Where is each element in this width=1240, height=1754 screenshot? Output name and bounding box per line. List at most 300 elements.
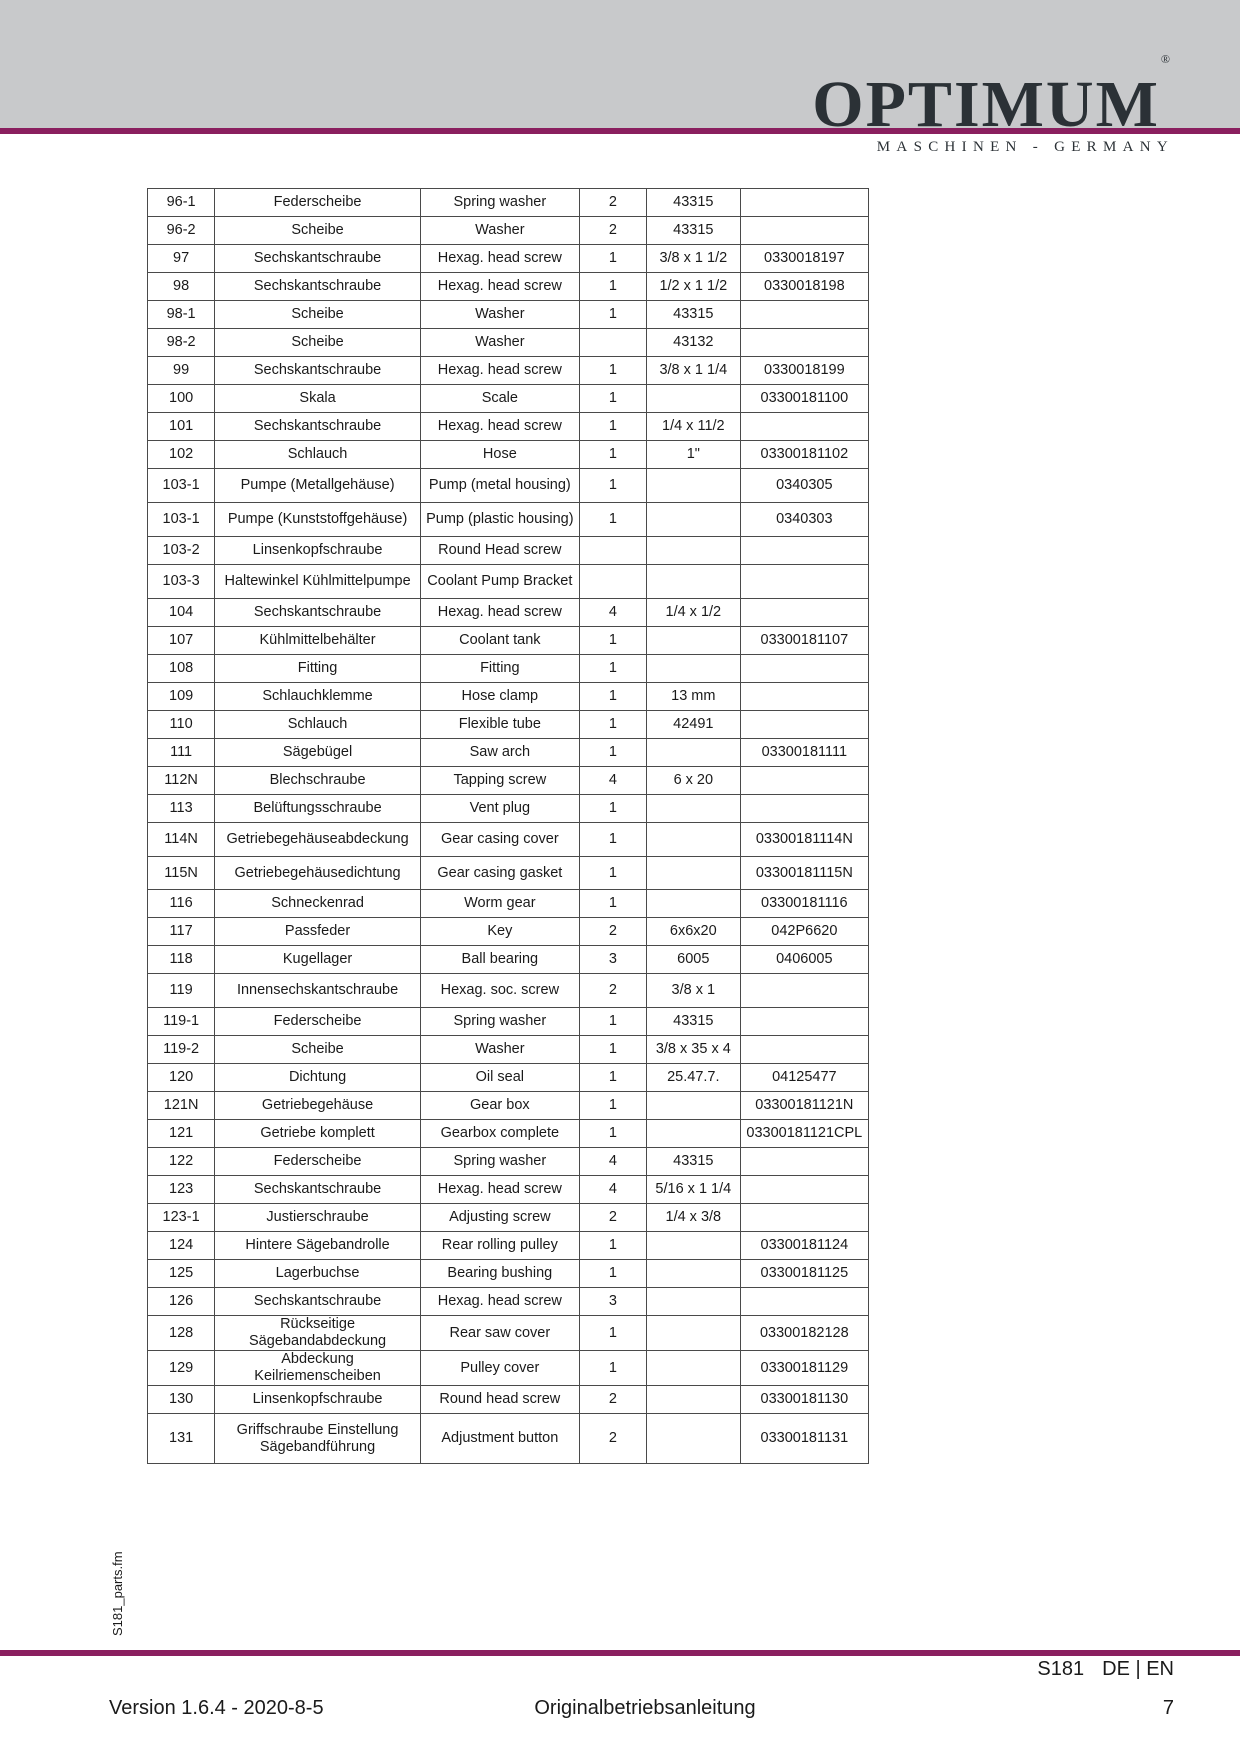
pos-number-cell: 129: [148, 1351, 215, 1386]
quantity-cell: 2: [579, 1414, 646, 1464]
footer-rule: [0, 1650, 1240, 1656]
pos-number-cell: 125: [148, 1260, 215, 1288]
size-cell: 43315: [646, 217, 740, 245]
table-row: [148, 217, 869, 245]
german-name-cell: Lagerbuchse: [215, 1260, 421, 1288]
article-number-cell: 0406005: [740, 946, 868, 974]
quantity-cell: 1: [579, 823, 646, 857]
quantity-cell: 3: [579, 1288, 646, 1316]
table-row: [148, 823, 869, 857]
german-name-cell: Blechschraube: [215, 767, 421, 795]
german-name-cell: Skala: [215, 385, 421, 413]
article-number-cell: [740, 1148, 868, 1176]
pos-number-cell: 96-1: [148, 189, 215, 217]
german-name-cell: Hintere Sägebandrolle: [215, 1232, 421, 1260]
table-row: [148, 537, 869, 565]
english-name-cell: Round head screw: [420, 1386, 579, 1414]
brand-name: OPTIMUM: [812, 68, 1160, 141]
english-name-cell: Round Head screw: [420, 537, 579, 565]
quantity-cell: 1: [579, 1036, 646, 1064]
german-name-cell: Kühlmittelbehälter: [215, 627, 421, 655]
german-name-cell: Scheibe: [215, 217, 421, 245]
pos-number-cell: 101: [148, 413, 215, 441]
article-number-cell: [740, 301, 868, 329]
quantity-cell: 4: [579, 1176, 646, 1204]
pos-number-cell: 111: [148, 739, 215, 767]
pos-number-cell: 114N: [148, 823, 215, 857]
article-number-cell: 0330018198: [740, 273, 868, 301]
table-row: [148, 1288, 869, 1316]
table-row: [148, 1008, 869, 1036]
quantity-cell: 1: [579, 739, 646, 767]
pos-number-cell: 116: [148, 890, 215, 918]
size-cell: 1/4 x 11/2: [646, 413, 740, 441]
quantity-cell: 1: [579, 1232, 646, 1260]
english-name-cell: Gear casing gasket: [420, 857, 579, 890]
german-name-cell: Sechskantschraube: [215, 1288, 421, 1316]
pos-number-cell: 120: [148, 1064, 215, 1092]
article-number-cell: 03300181111: [740, 739, 868, 767]
german-name-cell: Fitting: [215, 655, 421, 683]
quantity-cell: 1: [579, 655, 646, 683]
quantity-cell: 1: [579, 441, 646, 469]
english-name-cell: Rear rolling pulley: [420, 1232, 579, 1260]
article-number-cell: [740, 683, 868, 711]
size-cell: 43315: [646, 189, 740, 217]
parts-table: [147, 188, 869, 1464]
quantity-cell: 2: [579, 1386, 646, 1414]
size-cell: 1": [646, 441, 740, 469]
article-number-cell: 03300182128: [740, 1316, 868, 1351]
size-cell: 1/4 x 3/8: [646, 1204, 740, 1232]
pos-number-cell: 119: [148, 974, 215, 1008]
german-name-cell: Scheibe: [215, 329, 421, 357]
article-number-cell: 03300181114N: [740, 823, 868, 857]
size-cell: [646, 537, 740, 565]
article-number-cell: 03300181102: [740, 441, 868, 469]
english-name-cell: Bearing bushing: [420, 1260, 579, 1288]
quantity-cell: 1: [579, 711, 646, 739]
registered-mark: ®: [1160, 52, 1172, 66]
table-row: [148, 857, 869, 890]
german-name-cell: Sechskantschraube: [215, 273, 421, 301]
article-number-cell: 03300181124: [740, 1232, 868, 1260]
size-cell: [646, 1092, 740, 1120]
size-cell: 43315: [646, 1148, 740, 1176]
german-name-cell: Dichtung: [215, 1064, 421, 1092]
article-number-cell: 0340303: [740, 503, 868, 537]
english-name-cell: Worm gear: [420, 890, 579, 918]
article-number-cell: [740, 413, 868, 441]
quantity-cell: 1: [579, 273, 646, 301]
quantity-cell: 1: [579, 1316, 646, 1351]
table-row: [148, 946, 869, 974]
table-row: [148, 974, 869, 1008]
article-number-cell: [740, 1036, 868, 1064]
size-cell: [646, 503, 740, 537]
english-name-cell: Key: [420, 918, 579, 946]
quantity-cell: [579, 329, 646, 357]
german-name-cell: Pumpe (Metallgehäuse): [215, 469, 421, 503]
pos-number-cell: 103-2: [148, 537, 215, 565]
article-number-cell: 03300181121N: [740, 1092, 868, 1120]
english-name-cell: Hose clamp: [420, 683, 579, 711]
size-cell: 13 mm: [646, 683, 740, 711]
english-name-cell: Gearbox complete: [420, 1120, 579, 1148]
pos-number-cell: 118: [148, 946, 215, 974]
english-name-cell: Flexible tube: [420, 711, 579, 739]
german-name-cell: Schlauch: [215, 441, 421, 469]
german-name-cell: Abdeckung Keilriemenscheiben: [215, 1351, 421, 1386]
english-name-cell: Adjustment button: [420, 1414, 579, 1464]
table-row: [148, 1351, 869, 1386]
pos-number-cell: 122: [148, 1148, 215, 1176]
article-number-cell: [740, 1288, 868, 1316]
english-name-cell: Spring washer: [420, 189, 579, 217]
english-name-cell: Oil seal: [420, 1064, 579, 1092]
article-number-cell: [740, 599, 868, 627]
pos-number-cell: 103-3: [148, 565, 215, 599]
article-number-cell: 03300181115N: [740, 857, 868, 890]
german-name-cell: Pumpe (Kunststoffgehäuse): [215, 503, 421, 537]
article-number-cell: 03300181116: [740, 890, 868, 918]
german-name-cell: Federscheibe: [215, 189, 421, 217]
pos-number-cell: 128: [148, 1316, 215, 1351]
quantity-cell: 3: [579, 946, 646, 974]
pos-number-cell: 121N: [148, 1092, 215, 1120]
table-row: [148, 739, 869, 767]
quantity-cell: 4: [579, 1148, 646, 1176]
size-cell: 6 x 20: [646, 767, 740, 795]
english-name-cell: Washer: [420, 1036, 579, 1064]
article-number-cell: 04125477: [740, 1064, 868, 1092]
english-name-cell: Washer: [420, 329, 579, 357]
article-number-cell: 0330018197: [740, 245, 868, 273]
size-cell: 6005: [646, 946, 740, 974]
size-cell: [646, 1351, 740, 1386]
german-name-cell: Schneckenrad: [215, 890, 421, 918]
german-name-cell: Justierschraube: [215, 1204, 421, 1232]
size-cell: [646, 627, 740, 655]
article-number-cell: [740, 711, 868, 739]
quantity-cell: 4: [579, 599, 646, 627]
quantity-cell: [579, 537, 646, 565]
german-name-cell: Rückseitige Sägebandabdeckung: [215, 1316, 421, 1351]
parts-table-body: [148, 189, 869, 1464]
german-name-cell: Scheibe: [215, 301, 421, 329]
brand-tagline: MASCHINEN - GERMANY: [876, 139, 1174, 155]
german-name-cell: Kugellager: [215, 946, 421, 974]
article-number-cell: [740, 1176, 868, 1204]
german-name-cell: Sechskantschraube: [215, 357, 421, 385]
table-row: [148, 890, 869, 918]
german-name-cell: Getriebegehäuse: [215, 1092, 421, 1120]
quantity-cell: 1: [579, 683, 646, 711]
quantity-cell: 1: [579, 1092, 646, 1120]
german-name-cell: Sechskantschraube: [215, 1176, 421, 1204]
table-row: [148, 357, 869, 385]
english-name-cell: Fitting: [420, 655, 579, 683]
footer-model: [1037, 1658, 1174, 1681]
article-number-cell: 042P6620: [740, 918, 868, 946]
german-name-cell: Federscheibe: [215, 1008, 421, 1036]
article-number-cell: 03300181129: [740, 1351, 868, 1386]
pos-number-cell: 119-1: [148, 1008, 215, 1036]
size-cell: 3/8 x 1 1/2: [646, 245, 740, 273]
english-name-cell: Scale: [420, 385, 579, 413]
quantity-cell: 1: [579, 1064, 646, 1092]
german-name-cell: Innensechskantschraube: [215, 974, 421, 1008]
german-name-cell: Sechskantschraube: [215, 599, 421, 627]
size-cell: 3/8 x 1 1/4: [646, 357, 740, 385]
size-cell: 3/8 x 35 x 4: [646, 1036, 740, 1064]
english-name-cell: Pump (metal housing): [420, 469, 579, 503]
english-name-cell: Spring washer: [420, 1008, 579, 1036]
article-number-cell: [740, 189, 868, 217]
quantity-cell: 1: [579, 890, 646, 918]
size-cell: [646, 1288, 740, 1316]
german-name-cell: Scheibe: [215, 1036, 421, 1064]
german-name-cell: Getriebe komplett: [215, 1120, 421, 1148]
article-number-cell: [740, 217, 868, 245]
size-cell: [646, 1316, 740, 1351]
table-row: [148, 1148, 869, 1176]
pos-number-cell: 98-1: [148, 301, 215, 329]
language-codes: DE | EN: [1102, 1658, 1174, 1680]
table-row: [148, 655, 869, 683]
page-number: 7: [1162, 1697, 1174, 1719]
quantity-cell: 2: [579, 974, 646, 1008]
german-name-cell: Haltewinkel Kühlmittelpumpe: [215, 565, 421, 599]
english-name-cell: Hexag. head screw: [420, 273, 579, 301]
table-row: [148, 565, 869, 599]
table-row: [148, 469, 869, 503]
english-name-cell: Gear box: [420, 1092, 579, 1120]
quantity-cell: 1: [579, 385, 646, 413]
english-name-cell: Hexag. soc. screw: [420, 974, 579, 1008]
size-cell: [646, 1232, 740, 1260]
pos-number-cell: 130: [148, 1386, 215, 1414]
english-name-cell: Hexag. head screw: [420, 357, 579, 385]
table-row: [148, 413, 869, 441]
table-row: [148, 1414, 869, 1464]
size-cell: [646, 655, 740, 683]
english-name-cell: Hexag. head screw: [420, 245, 579, 273]
english-name-cell: Washer: [420, 301, 579, 329]
article-number-cell: [740, 329, 868, 357]
quantity-cell: 2: [579, 918, 646, 946]
size-cell: 1/2 x 1 1/2: [646, 273, 740, 301]
model-code: S181: [1037, 1658, 1085, 1680]
size-cell: [646, 795, 740, 823]
quantity-cell: 1: [579, 413, 646, 441]
size-cell: 43315: [646, 301, 740, 329]
german-name-cell: Linsenkopfschraube: [215, 1386, 421, 1414]
size-cell: [646, 385, 740, 413]
size-cell: 5/16 x 1 1/4: [646, 1176, 740, 1204]
pos-number-cell: 96-2: [148, 217, 215, 245]
quantity-cell: 1: [579, 1260, 646, 1288]
article-number-cell: 03300181100: [740, 385, 868, 413]
table-row: [148, 795, 869, 823]
table-row: [148, 329, 869, 357]
pos-number-cell: 98: [148, 273, 215, 301]
quantity-cell: 2: [579, 217, 646, 245]
table-row: [148, 1176, 869, 1204]
article-number-cell: [740, 767, 868, 795]
english-name-cell: Hexag. head screw: [420, 413, 579, 441]
size-cell: [646, 1414, 740, 1464]
article-number-cell: 0330018199: [740, 357, 868, 385]
table-row: [148, 301, 869, 329]
english-name-cell: Saw arch: [420, 739, 579, 767]
quantity-cell: 1: [579, 627, 646, 655]
quantity-cell: 1: [579, 503, 646, 537]
pos-number-cell: 103-1: [148, 503, 215, 537]
article-number-cell: 03300181125: [740, 1260, 868, 1288]
table-row: [148, 1092, 869, 1120]
pos-number-cell: 97: [148, 245, 215, 273]
pos-number-cell: 121: [148, 1120, 215, 1148]
pos-number-cell: 100: [148, 385, 215, 413]
pos-number-cell: 119-2: [148, 1036, 215, 1064]
article-number-cell: 03300181107: [740, 627, 868, 655]
pos-number-cell: 110: [148, 711, 215, 739]
quantity-cell: 1: [579, 301, 646, 329]
size-cell: [646, 739, 740, 767]
english-name-cell: Pump (plastic housing): [420, 503, 579, 537]
quantity-cell: 1: [579, 857, 646, 890]
article-number-cell: [740, 974, 868, 1008]
table-row: [148, 1260, 869, 1288]
pos-number-cell: 113: [148, 795, 215, 823]
table-row: [148, 599, 869, 627]
table-row: [148, 918, 869, 946]
english-name-cell: Coolant tank: [420, 627, 579, 655]
pos-number-cell: 131: [148, 1414, 215, 1464]
article-number-cell: [740, 795, 868, 823]
document-type: Originalbetriebsanleitung: [534, 1697, 756, 1719]
pos-number-cell: 102: [148, 441, 215, 469]
german-name-cell: Belüftungsschraube: [215, 795, 421, 823]
english-name-cell: Adjusting screw: [420, 1204, 579, 1232]
source-file-label: S181_parts.fm: [110, 1551, 125, 1636]
quantity-cell: 1: [579, 469, 646, 503]
size-cell: [646, 1260, 740, 1288]
german-name-cell: Federscheibe: [215, 1148, 421, 1176]
english-name-cell: Spring washer: [420, 1148, 579, 1176]
quantity-cell: 1: [579, 1351, 646, 1386]
english-name-cell: Vent plug: [420, 795, 579, 823]
quantity-cell: 2: [579, 189, 646, 217]
table-row: [148, 767, 869, 795]
quantity-cell: [579, 565, 646, 599]
article-number-cell: [740, 537, 868, 565]
quantity-cell: 1: [579, 1008, 646, 1036]
table-row: [148, 441, 869, 469]
article-number-cell: 03300181130: [740, 1386, 868, 1414]
pos-number-cell: 103-1: [148, 469, 215, 503]
article-number-cell: 0340305: [740, 469, 868, 503]
quantity-cell: 4: [579, 767, 646, 795]
pos-number-cell: 112N: [148, 767, 215, 795]
pos-number-cell: 123-1: [148, 1204, 215, 1232]
size-cell: [646, 1120, 740, 1148]
table-row: [148, 1316, 869, 1351]
article-number-cell: [740, 565, 868, 599]
table-row: [148, 245, 869, 273]
size-cell: 25.47.7.: [646, 1064, 740, 1092]
size-cell: [646, 890, 740, 918]
article-number-cell: [740, 1008, 868, 1036]
table-row: [148, 1120, 869, 1148]
pos-number-cell: 98-2: [148, 329, 215, 357]
english-name-cell: Washer: [420, 217, 579, 245]
size-cell: 43132: [646, 329, 740, 357]
german-name-cell: Schlauchklemme: [215, 683, 421, 711]
pos-number-cell: 115N: [148, 857, 215, 890]
english-name-cell: Gear casing cover: [420, 823, 579, 857]
german-name-cell: Sägebügel: [215, 739, 421, 767]
article-number-cell: 03300181121CPL: [740, 1120, 868, 1148]
english-name-cell: Hose: [420, 441, 579, 469]
english-name-cell: Pulley cover: [420, 1351, 579, 1386]
size-cell: [646, 469, 740, 503]
pos-number-cell: 107: [148, 627, 215, 655]
size-cell: 43315: [646, 1008, 740, 1036]
article-number-cell: [740, 655, 868, 683]
size-cell: [646, 1386, 740, 1414]
pos-number-cell: 108: [148, 655, 215, 683]
pos-number-cell: 126: [148, 1288, 215, 1316]
german-name-cell: Linsenkopfschraube: [215, 537, 421, 565]
english-name-cell: Coolant Pump Bracket: [420, 565, 579, 599]
english-name-cell: Hexag. head screw: [420, 599, 579, 627]
table-row: [148, 503, 869, 537]
pos-number-cell: 99: [148, 357, 215, 385]
table-row: [148, 1386, 869, 1414]
german-name-cell: Griffschraube Einstellung Sägebandführung: [215, 1414, 421, 1464]
pos-number-cell: 117: [148, 918, 215, 946]
version-label: Version 1.6.4 - 2020-8-5: [109, 1697, 324, 1719]
pos-number-cell: 109: [148, 683, 215, 711]
size-cell: [646, 857, 740, 890]
table-row: [148, 1064, 869, 1092]
table-row: [148, 189, 869, 217]
table-row: [148, 273, 869, 301]
size-cell: 3/8 x 1: [646, 974, 740, 1008]
pos-number-cell: 123: [148, 1176, 215, 1204]
size-cell: 1/4 x 1/2: [646, 599, 740, 627]
table-row: [148, 1204, 869, 1232]
table-row: [148, 1232, 869, 1260]
article-number-cell: 03300181131: [740, 1414, 868, 1464]
german-name-cell: Getriebegehäusedichtung: [215, 857, 421, 890]
size-cell: 6x6x20: [646, 918, 740, 946]
table-row: [148, 711, 869, 739]
pos-number-cell: 104: [148, 599, 215, 627]
german-name-cell: Schlauch: [215, 711, 421, 739]
pos-number-cell: 124: [148, 1232, 215, 1260]
size-cell: 42491: [646, 711, 740, 739]
german-name-cell: Sechskantschraube: [215, 413, 421, 441]
quantity-cell: 1: [579, 795, 646, 823]
german-name-cell: Sechskantschraube: [215, 245, 421, 273]
english-name-cell: Ball bearing: [420, 946, 579, 974]
english-name-cell: Hexag. head screw: [420, 1288, 579, 1316]
brand-logo: [812, 52, 1172, 141]
table-row: [148, 683, 869, 711]
